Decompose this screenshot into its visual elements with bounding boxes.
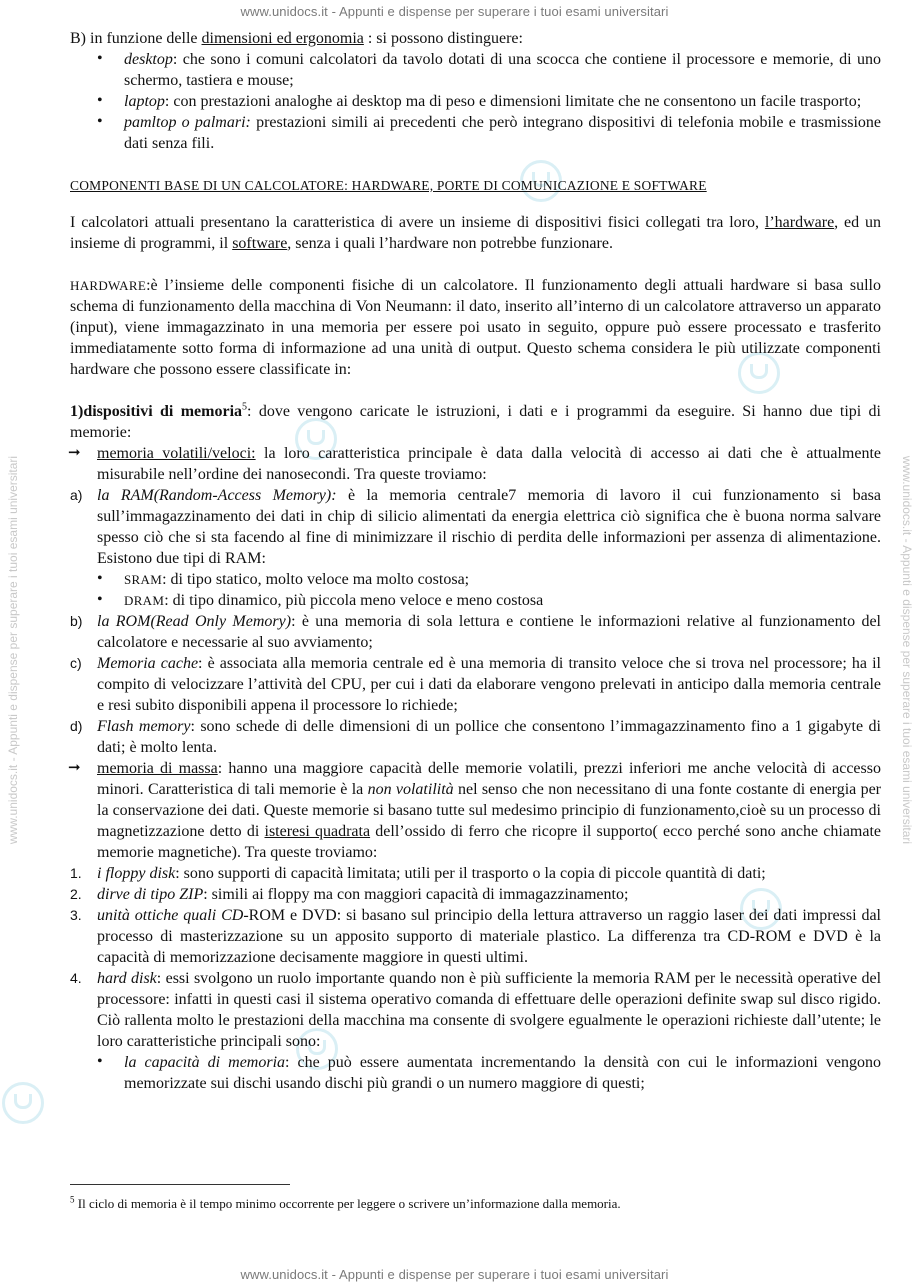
watermark-right: www.unidocs.it - Appunti e dispense per superare i tuoi esami universitari: [900, 455, 914, 845]
list-item: 1. i floppy disk: sono supporti di capacità limitata; utili per il trasporto o la copia di piccole quantità di dati;: [70, 865, 766, 882]
list-item: • la capacità di memoria: che può essere aumentata incrementando la densità con cui le informazioni vengono memorizzate sui dischi usando dischi più grandi o un numero maggiore di questi;: [97, 1053, 881, 1092]
watermark-left: www.unidocs.it - Appunti e dispense per superare i tuoi esami universitari: [6, 455, 20, 845]
footnote-divider: [70, 1184, 290, 1185]
list-item: c) Memoria cache: è associata alla memoria centrale ed è una memoria di transito veloce che si trova nel processore; ha il compito di velocizzare l’attività del CPU, per cui i dati da elaborare vengono prelevati in anticipo dalla memoria centrale e resi subito disponibili appena il processore lo richiede;: [70, 655, 881, 714]
section-b-intro: B) in funzione delle dimensioni ed ergonomia : si possono distinguere:: [70, 30, 523, 47]
watermark-footer: www.unidocs.it - Appunti e dispense per superare i tuoi esami universitari: [240, 1267, 669, 1282]
hardware-paragraph: HARDWARE:è l’insieme delle componenti fisiche di un calcolatore. Il funzionamento degli attuali hardware si basa sullo schema di funzionamento della macchina di Von Neumann: il dato, inserito all’interno di un calcolatore attraverso un apparato (input), viene immagazzinato in una memoria per essere poi usato in seguito, oppure può essere processato e trasferito immediatamente sotto forma di informazione ad una unità di output. Questo schema considera le più utilizzate componenti hardware che possono essere classificate in:: [70, 277, 881, 378]
list-item: a) la RAM(Random-Access Memory): è la memoria centrale7 memoria di lavoro il cui funzionamento si basa sull’immagazzinamento dei dati in chip di silicio alimentati da energia elettrica ciò significa che è buona norma salvare spesso ciò che si sta facendo al fine di minimizzare il rischio di perdita delle informazioni per assenza di alimentazione. Esistono due tipi di RAM:: [70, 487, 881, 567]
list-item: d) Flash memory: sono schede di delle dimensioni di un pollice che consentono l’immagazzinamento fino a 1 gigabyte di dati; è molto lenta.: [70, 718, 881, 756]
document-body: [70, 28, 881, 1094]
watermark-header: www.unidocs.it - Appunti e dispense per superare i tuoi esami universitari: [240, 4, 669, 19]
list-item: • pamltop o palmari: prestazioni simili ai precedenti che però integrano dispositivi di telefonia mobile e trasmissione dati senza fili.: [97, 113, 881, 152]
list-item: 2. dirve di tipo ZIP: simili ai floppy ma con maggiori capacità di immagazzinamento;: [70, 886, 629, 903]
volatile-memory-item: ➞ memoria volatili/veloci: la loro caratteristica principale è data dalla velocità di accesso ai dati che è attualmente misurabile nell’ordine dei nanosecondi. Tra queste troviamo:: [68, 443, 881, 483]
footnote: $^5$ Il ciclo di memoria è il tempo minimo occorrente per leggere o scrivere un’informazione dalla memoria.: [70, 1194, 621, 1211]
memory-intro: 1)dispositivi di memoria$^5$: dove vengono caricate le istruzioni, i dati e i programmi da eseguire. Si hanno due tipi di memorie:: [70, 401, 882, 441]
list-item: 3. unità ottiche quali CD-ROM e DVD: si basano sul principio della lettura attraverso un raggio laser dei dati impressi dal processo di masterizzazione su un apposito supporto di materiale plastico. La differenza tra CD-ROM e DVD è la capacità di memorizzazione decisamente maggiore in questi ultimi.: [70, 907, 882, 966]
list-item: • SRAM: di tipo statico, molto veloce ma molto costosa;: [97, 570, 470, 588]
list-item: 4. hard disk: essi svolgono un ruolo importante quando non è più sufficiente la memoria RAM per le necessità operative del processore: infatti in questi casi il sistema operativo comanda di effettuare delle operazioni definite swap sul disco rigido. Ciò rallenta molto le prestazioni della macchina ma consente di svolgere egualmente le operazioni richieste dall’utente; le loro caratteristiche principali sono:: [70, 970, 882, 1050]
list-item: • desktop: che sono i comuni calcolatori da tavolo dotati di una scocca che contiene il processore e memorie, di uno schermo, tastiera e mouse;: [97, 50, 881, 89]
section-heading: COMPONENTI BASE DI UN CALCOLATORE: HARDWARE, PORTE DI COMUNICAZIONE E SOFTWARE: [70, 178, 707, 193]
list-item: • laptop: con prestazioni analoghe ai desktop ma di peso e dimensioni limitate che ne consentono un facile trasporto;: [97, 92, 862, 110]
list-item: b) la ROM(Read Only Memory): è una memoria di sola lettura e contiene le informazioni relative al funzionamento del calcolatore e necessarie al suo avviamento;: [70, 613, 881, 651]
watermark-logo-icon: [2, 1082, 44, 1124]
intro-paragraph: I calcolatori attuali presentano la caratteristica di avere un insieme di dispositivi fisici collegati tra loro, l’hardware, ed un insieme di programmi, il software, senza i quali l’hardware non potrebbe funzionare.: [70, 214, 881, 252]
list-item: • DRAM: di tipo dinamico, più piccola meno veloce e meno costosa: [97, 591, 544, 609]
mass-memory-item: ➞ memoria di massa: hanno una maggiore capacità delle memorie volatili, prezzi inferiori me anche velocità di accesso minori. Caratteristica di tali memorie è la non volatilità nel senso che non necessitano di una fonte costante di energia per la conservazione dei dati. Queste memorie si basano tutte sul medesimo principio di funzionamento,cioè su un processo di magnetizzazione detto di isteresi quadrata dell’ossido di ferro che ricopre il supporto( ecco perché sono anche chiamate memorie magnetiche). Tra queste troviamo:: [68, 758, 882, 861]
